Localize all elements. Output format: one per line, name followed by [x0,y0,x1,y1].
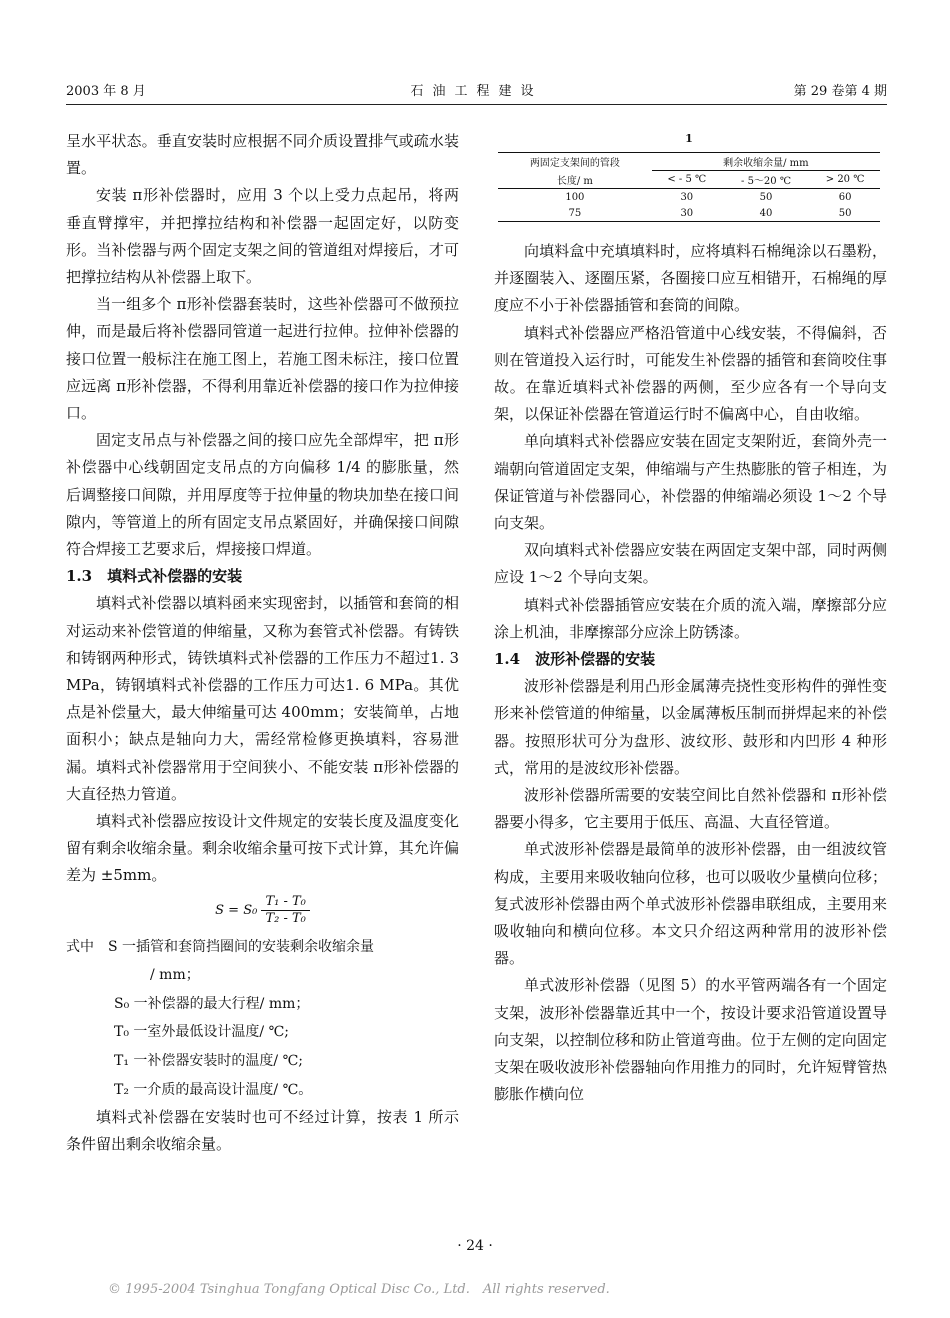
table-header-cell: - 5～20 ℃ [722,171,810,189]
table-cell: 30 [652,205,722,222]
paragraph: 呈水平状态。垂直安装时应根据不同介质设置排气或疏水装置。 [66,132,459,178]
paragraph: 双向填料式补偿器应安装在两固定支架中部，同时两侧应设 1～2 个导向支架。 [494,541,887,587]
section-heading: 1.4 波形补偿器的安装 [494,650,656,669]
paragraph: 填料式补偿器应严格沿管道中心线安装，不得偏斜，否则在管道投入运行时，可能发生补偿器的插管和套筒咬住事故。在靠近填料式补偿器的两侧，至少应各有一个导向支架，以保证补偿器在管道运行时不偏离中心，自由收缩。 [494,323,887,424]
paragraph: 单式波形补偿器是最简单的波形补偿器，由一组波纹管构成，主要用来吸收轴向位移，也可以吸收少量横向位移；复式波形补偿器由两个单式波形补偿器串联组成，主要用来吸收轴向和横向位移。本文只介绍这两种常用的波形补偿器。 [494,840,887,968]
variable-definitions [66,933,459,1105]
table-caption: 1 [685,132,693,145]
table-cell: 60 [838,191,852,203]
paragraph: 填料式补偿器应按设计文件规定的安装长度及温度变化留有剩余收缩余量。剩余收缩余量可按下式计算，其允许偏差为 ±5mm。 [66,812,459,885]
table-header-cell: 两固定支架间的管段 [498,153,652,171]
paragraph: 向填料盒中充填填料时，应将填料石棉绳涂以石墨粉，并逐圈装入、逐圈压紧，各圈接口应互相错开，石棉绳的厚度应不小于补偿器插管和套筒的间隙。 [494,242,887,315]
allowance-table [498,152,880,222]
definition-line: S₀ 一补偿器的最大行程/ mm； [114,995,310,1012]
definition-line: / mm； [150,967,200,984]
page-number: · 24 · [457,1238,493,1254]
paragraph: 波形补偿器所需要的安装空间比自然补偿器和 п形补偿器要小得多，它主要用于低压、高温、大直径管道。 [494,786,887,832]
paragraph: 固定支吊点与补偿器之间的接口应先全部焊牢，把 п形补偿器中心线朝固定支吊点的方向偏移 1/4 的膨胀量，然后调整接口间隙，并用厚度等于拉伸量的物块加垫在接口间隙内，等管道上的所有固定支吊点紧固好，并确保接口间隙符合焊接工艺要求后，焊接接口焊道。 [66,431,459,559]
header-rule [66,104,887,105]
table-cell: 30 [680,191,694,203]
table-header-cell: > 20 ℃ [810,171,880,189]
table-cell: 75 [498,205,652,222]
table-cell: 100 [565,191,585,203]
paragraph: 填料式补偿器插管应安装在介质的流入端，摩擦部分应涂上机油，非摩擦部分应涂上防锈漆。 [494,595,887,641]
equation [66,894,459,927]
header-volume: 第 29 卷第 4 期 [793,84,887,99]
table-cell: 50 [759,191,773,203]
definition-line: T₀ 一室外最低设计温度/ ℃; [114,1024,289,1041]
copyright-notice: © 1995-2004 Tsinghua Tongfang Optical Disc Co., Ltd. All rights reserved. [108,1282,610,1297]
header-journal-title: 石油工程建设 [410,84,543,99]
definition-line: 式中 S 一插管和套筒挡圈间的安装剩余收缩余量 [66,938,375,955]
table-row [498,205,880,222]
paragraph: 当一组多个 п形补偿器套装时，这些补偿器可不做预拉伸，而是最后将补偿器同管道一起进行拉伸。拉伸补偿器的接口位置一般标注在施工图上，若施工图未标注，接口位置应远离 п形补偿器，不得利用靠近补偿器的接口作为拉伸接口。 [66,295,459,423]
paragraph: 填料式补偿器以填料函来实现密封，以插管和套筒的相对运动来补偿管道的伸缩量，又称为套管式补偿器。有铸铁和铸钢两种形式，铸铁填料式补偿器的工作压力不超过1. 3 MPa，铸钢填料式补偿器的工作压力可达1. 6 MPa。其优点是补偿量大，最大伸缩量可达 400mm；安装简单，占地面积小；缺点是轴向力大，需经常检修更换填料，容易泄漏。填料式补偿器常用于空间狭小、不能安装 п形补偿器的大直径热力管道。 [66,594,459,803]
definition-line: T₂ 一介质的最高设计温度/ ℃。 [114,1081,313,1098]
header-date: 2003 年 8 月 [66,84,146,99]
table-header-cell: 剩余收缩余量/ mm [652,153,880,171]
table-header-cell: 长度/ m [498,171,652,189]
paragraph: 波形补偿器是利用凸形金属薄壳挠性变形构件的弹性变形来补偿管道的伸缩量，以金属薄板压制而拼焊起来的补偿器。按照形状可分为盘形、波纹形、鼓形和内凹形 4 种形式，常用的是波纹形补偿器。 [494,677,887,777]
equation-fraction [261,894,309,927]
paragraph: 安装 п形补偿器时，应用 3 个以上受力点起吊，将两垂直臂撑牢，并把撑拉结构和补偿器一起固定好，以防变形。当补偿器与两个固定支架之间的管道组对焊接后，才可把撑拉结构从补偿器上取下。 [66,186,459,287]
right-column [494,238,887,1109]
equation-numerator: T₁ - T₀ [261,894,309,911]
paragraph: 单式波形补偿器（见图 5）的水平管两端各有一个固定支架，波形补偿器靠近其中一个，按设计要求沿管道设置导向支架，以控制位移和防止管道弯曲。位于左侧的定向固定支架在吸收波形补偿器轴向作用推力的同时，允许短臂管热膨胀作横向位 [494,976,887,1104]
equation-lhs: S = S₀ [215,902,258,918]
table-row [498,189,880,206]
section-heading: 1.3 填料式补偿器的安装 [66,567,243,586]
equation-denominator: T₂ - T₀ [265,910,306,926]
table-cell: 40 [722,205,810,222]
table-cell: 50 [810,205,880,222]
running-header [66,80,887,102]
table-header-cell: < - 5 ℃ [652,171,722,189]
left-column [66,128,459,1159]
paragraph: 单向填料式补偿器应安装在固定支架附近，套筒外壳一端朝向管道固定支架，伸缩端与产生热膨胀的管子相连，为保证管道与补偿器同心，补偿器的伸缩端必须设 1～2 个导向支架。 [494,432,887,533]
definition-line: T₁ 一补偿器安装时的温度/ ℃; [114,1053,303,1070]
paragraph: 填料式补偿器在安装时也可不经过计算，按表 1 所示条件留出剩余收缩余量。 [66,1108,459,1154]
